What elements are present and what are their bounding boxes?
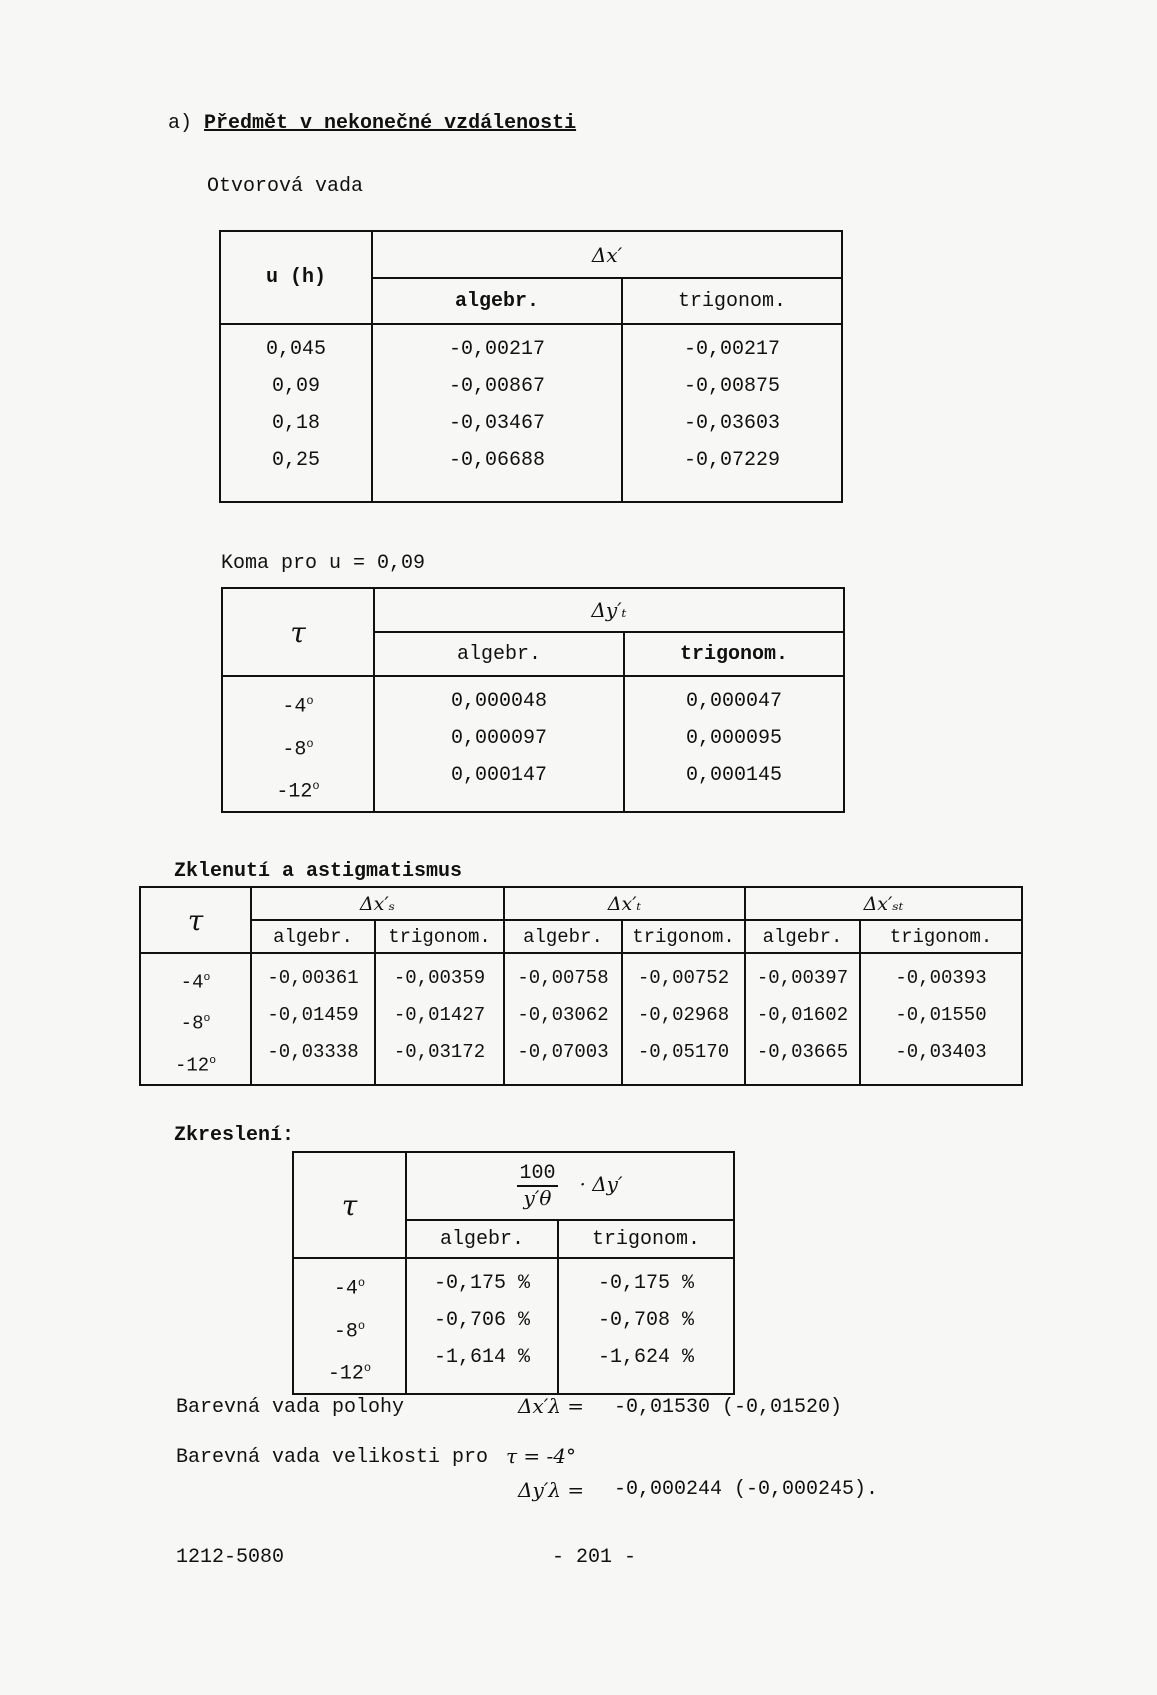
table-cell: 0,000097 — [450, 727, 547, 750]
table-cell: -0,706 % — [433, 1309, 530, 1332]
astig-sub-header: trigonom. — [375, 920, 504, 953]
chromatic-position-label: Barevná vada polohy — [176, 1396, 405, 1419]
distortion-col-alg — [406, 1258, 558, 1394]
table-cell: -0,00359 — [393, 967, 486, 989]
coma-col-t — [222, 676, 374, 812]
table-cell: -0,00217 — [448, 338, 545, 361]
table-cell: -12$^o$ — [327, 1361, 372, 1386]
table-cell: -0,00361 — [267, 967, 359, 989]
page-number: - 201 - — [552, 1546, 637, 1569]
table-cell: -0,00217 — [684, 338, 781, 361]
astig-col-6 — [860, 953, 1022, 1085]
astig-group-s: Δx′ₛ — [251, 887, 504, 920]
astig-sub-header: algebr. — [251, 920, 375, 953]
table-cell: -0,00752 — [637, 967, 730, 989]
astig-param-header: τ — [140, 887, 251, 953]
spherical-col-trig — [622, 324, 842, 502]
table-cell: -0,03665 — [756, 1041, 849, 1063]
coma-title-prefix: Koma pro u = — [221, 552, 366, 575]
distortion-fraction — [517, 1163, 557, 1209]
section-marker: a) — [168, 112, 193, 135]
coma-col-trig — [624, 676, 844, 812]
spherical-table — [219, 230, 843, 503]
section-title: Předmět v nekonečné vzdálenosti — [204, 112, 577, 135]
table-cell: 0,000048 — [450, 690, 547, 713]
spherical-param-header: u (h) — [220, 231, 372, 324]
table-cell: 0,25 — [271, 449, 320, 472]
section-heading — [168, 112, 576, 135]
table-cell: 0,000145 — [685, 764, 782, 787]
table-cell: -0,01427 — [393, 1004, 486, 1026]
coma-title — [221, 552, 425, 575]
astig-sub-header: algebr. — [504, 920, 622, 953]
spherical-group-header: Δx′ — [372, 231, 842, 278]
footer-code: 1212-5080 — [176, 1546, 285, 1569]
table-cell: -0,00758 — [517, 967, 609, 989]
table-cell: -0,03467 — [448, 412, 545, 435]
chromatic-size-value: -0,000244 (-0,000245). — [614, 1478, 879, 1501]
astig-group-t: Δx′ₜ — [504, 887, 745, 920]
fraction-denominator: y′θ — [523, 1186, 552, 1210]
table-cell: 0,18 — [271, 412, 320, 435]
table-cell: -0,01459 — [267, 1004, 359, 1026]
coma-title-value: 0,09 — [377, 552, 426, 575]
fraction-factor: · Δy′ — [579, 1172, 623, 1197]
distortion-col-trig — [558, 1258, 734, 1394]
chromatic-size-label: Barevná vada velikosti pro — [176, 1446, 489, 1469]
table-cell: 0,000147 — [450, 764, 547, 787]
astig-sub-header: trigonom. — [622, 920, 745, 953]
table-cell: -12$^o$ — [276, 779, 320, 804]
table-cell: -0,00397 — [756, 967, 849, 989]
distortion-sub-algebraic: algebr. — [406, 1220, 558, 1258]
spherical-title: Otvorová vada — [207, 175, 364, 198]
chromatic-position-value: -0,01530 (-0,01520) — [614, 1396, 843, 1419]
spherical-col-alg — [372, 324, 622, 502]
table-cell: -0,03172 — [393, 1041, 486, 1063]
astig-table — [139, 886, 1023, 1086]
coma-col-alg — [374, 676, 624, 812]
coma-sub-algebraic: algebr. — [374, 632, 624, 676]
table-cell: 0,09 — [271, 375, 320, 398]
astig-title: Zklenutí a astigmatismus — [174, 860, 463, 883]
chromatic-size-symbol: Δy′λ = — [518, 1478, 585, 1502]
astig-col-2 — [375, 953, 504, 1085]
distortion-table — [292, 1151, 735, 1395]
table-cell: -1,614 % — [433, 1346, 530, 1369]
astig-col-1 — [251, 953, 375, 1085]
distortion-sub-trig: trigonom. — [558, 1220, 734, 1258]
table-cell: -8$^o$ — [333, 1318, 366, 1344]
table-cell: -0,00393 — [895, 967, 987, 989]
table-cell: -0,175 % — [597, 1272, 694, 1295]
fraction-numerator: 100 — [519, 1162, 556, 1185]
astig-sub-header: trigonom. — [860, 920, 1022, 953]
table-cell: -1,624 % — [597, 1346, 694, 1369]
table-cell: -0,01550 — [895, 1004, 987, 1026]
table-cell: -0,00875 — [684, 375, 781, 398]
table-cell: -0,03403 — [895, 1041, 987, 1063]
table-cell: -8$^o$ — [180, 1012, 211, 1035]
table-cell: -8$^o$ — [282, 736, 314, 762]
table-cell: -0,07003 — [517, 1041, 609, 1063]
coma-sub-trig: trigonom. — [624, 632, 844, 676]
coma-param-header: τ — [222, 588, 374, 676]
astig-col-t — [140, 953, 251, 1085]
chromatic-position-symbol: Δx′λ = — [518, 1394, 585, 1418]
table-cell: 0,000047 — [685, 690, 782, 713]
table-cell: -0,03062 — [517, 1004, 609, 1026]
table-cell: -0,00867 — [448, 375, 545, 398]
table-cell: 0,045 — [265, 338, 326, 361]
table-cell: -4$^o$ — [180, 971, 211, 994]
coma-table — [221, 587, 845, 813]
distortion-param-header: τ — [293, 1152, 406, 1258]
table-cell: -0,07229 — [684, 449, 781, 472]
astig-col-5 — [745, 953, 860, 1085]
table-cell: 0,000095 — [685, 727, 782, 750]
astig-col-3 — [504, 953, 622, 1085]
table-cell: -0,01602 — [756, 1004, 849, 1026]
table-cell: -0,06688 — [448, 449, 545, 472]
distortion-group-header — [406, 1152, 734, 1220]
distortion-title: Zkreslení: — [174, 1124, 295, 1147]
table-cell: -0,708 % — [597, 1309, 694, 1332]
distortion-col-t — [293, 1258, 406, 1394]
table-cell: -0,03338 — [267, 1041, 359, 1063]
coma-group-header: Δy′ₜ — [374, 588, 844, 632]
table-cell: -0,05170 — [637, 1041, 730, 1063]
astig-group-st: Δx′ₛₜ — [745, 887, 1022, 920]
spherical-col-u — [220, 324, 372, 502]
table-cell: -4$^o$ — [333, 1276, 366, 1301]
astig-col-4 — [622, 953, 745, 1085]
spherical-sub-algebraic: algebr. — [372, 278, 622, 324]
spherical-sub-trig: trigonom. — [622, 278, 842, 324]
chromatic-size-condition: τ = -4° — [506, 1444, 577, 1468]
table-cell: -0,175 % — [433, 1272, 530, 1295]
table-cell: -12$^o$ — [174, 1053, 217, 1076]
table-cell: -4$^o$ — [282, 694, 314, 719]
table-cell: -0,03603 — [684, 412, 781, 435]
astig-sub-header: algebr. — [745, 920, 860, 953]
table-cell: -0,02968 — [637, 1004, 730, 1026]
